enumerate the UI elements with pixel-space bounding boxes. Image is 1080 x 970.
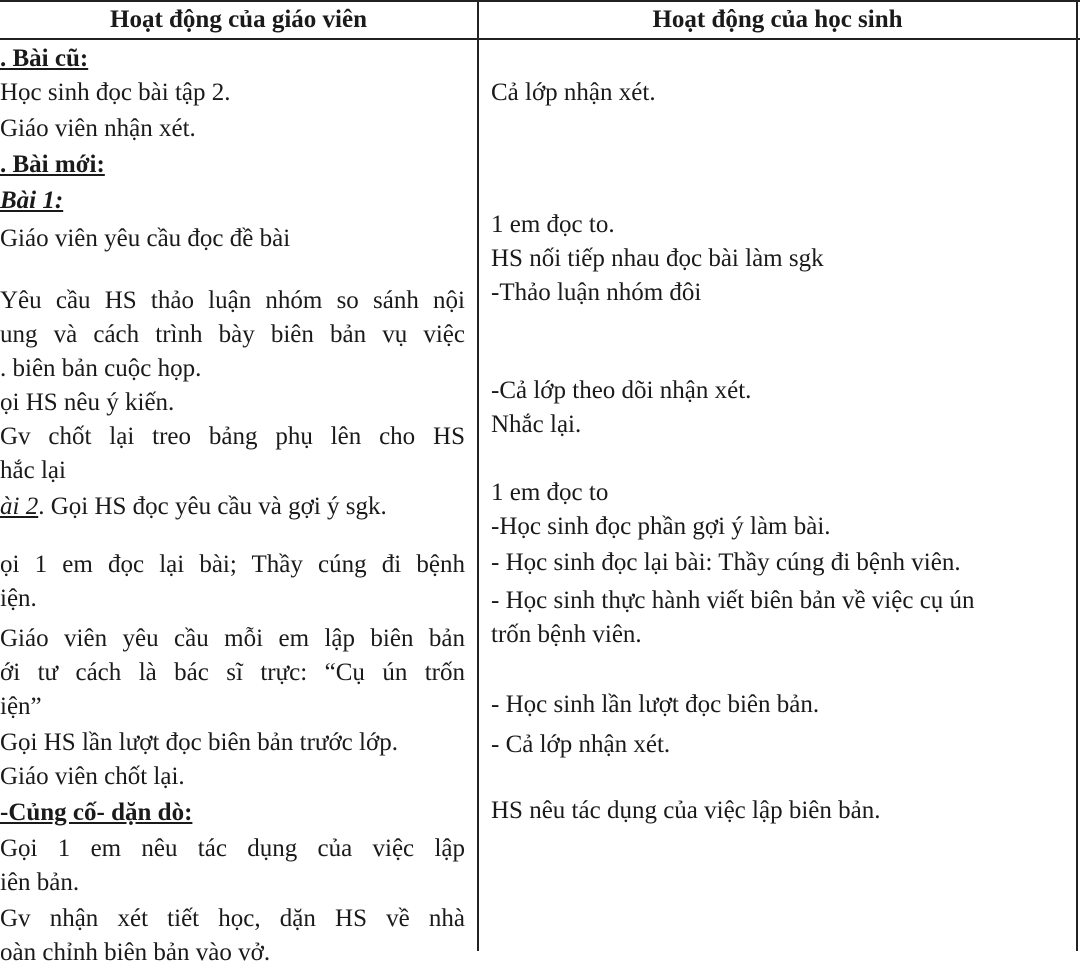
- teacher-line-16: ới tư cách là bác sĩ trực: “Cụ ún trốn: [0, 659, 465, 686]
- student-line-3: -Thảo luận nhóm đôi: [491, 279, 702, 306]
- student-line-7: -Học sinh đọc phần gợi ý làm bài.: [491, 513, 831, 540]
- student-line-1: 1 em đọc to.: [491, 211, 615, 238]
- teacher-line-0: . Bài cũ:: [0, 45, 89, 72]
- teacher-line-12-label: ài 2: [0, 493, 39, 520]
- header-teacher: Hoạt động của giáo viên: [110, 6, 367, 33]
- student-line-4: -Cả lớp theo dõi nhận xét.: [491, 377, 752, 404]
- teacher-line-2: Giáo viên nhận xét.: [0, 115, 196, 142]
- student-line-10: trốn bệnh viên.: [491, 621, 642, 648]
- student-line-13: HS nêu tác dụng của việc lập biên bản.: [491, 797, 881, 824]
- teacher-line-23: Gv nhận xét tiết học, dặn HS về nhà: [0, 905, 465, 932]
- student-line-0: Cả lớp nhận xét.: [491, 79, 656, 106]
- teacher-line-3: . Bài mới:: [0, 151, 105, 178]
- teacher-line-9: ọi HS nêu ý kiến.: [0, 389, 175, 416]
- teacher-line-4: Bài 1:: [0, 187, 64, 214]
- header-student: Hoạt động của học sinh: [652, 6, 903, 33]
- student-line-5: Nhắc lại.: [491, 411, 582, 438]
- teacher-line-7: ung và cách trình bày biên bản vụ việc: [0, 321, 465, 348]
- teacher-line-17: iện”: [0, 693, 42, 720]
- student-line-12: - Cả lớp nhận xét.: [491, 731, 671, 758]
- student-column: [491, 42, 1080, 951]
- teacher-line-13: ọi 1 em đọc lại bài; Thầy cúng đi bệnh: [0, 551, 465, 578]
- teacher-line-12: [0, 490, 465, 524]
- teacher-line-10: Gv chốt lại treo bảng phụ lên cho HS: [0, 423, 465, 450]
- teacher-line-24: oàn chỉnh biên bản vào vở.: [0, 939, 271, 966]
- teacher-line-19: Giáo viên chốt lại.: [0, 763, 185, 790]
- teacher-line-14: iện.: [0, 585, 37, 612]
- student-line-8: - Học sinh đọc lại bài: Thầy cúng đi bệnh viên.: [491, 549, 961, 576]
- teacher-line-8: . biên bản cuộc họp.: [0, 355, 202, 382]
- header-divider: [0, 38, 1080, 40]
- teacher-line-6: Yêu cầu HS thảo luận nhóm so sánh nội: [0, 287, 465, 314]
- teacher-line-12-text: . Gọi HS đọc yêu cầu và gợi ý sgk.: [38, 493, 387, 520]
- teacher-line-11: hắc lại: [0, 457, 66, 484]
- student-line-11: - Học sinh lần lượt đọc biên bản.: [491, 691, 820, 718]
- teacher-line-20: -Củng cố- dặn dò:: [0, 799, 193, 826]
- teacher-line-22: iên bản.: [0, 869, 80, 896]
- teacher-line-5: Giáo viên yêu cầu đọc đề bài: [0, 225, 291, 252]
- teacher-column: [0, 42, 471, 966]
- column-divider: [477, 0, 479, 951]
- student-line-2: HS nối tiếp nhau đọc bài làm sgk: [491, 245, 824, 272]
- teacher-line-21: Gọi 1 em nêu tác dụng của việc lập: [0, 835, 465, 862]
- teacher-line-1: Học sinh đọc bài tập 2.: [0, 79, 231, 106]
- teacher-line-18: Gọi HS lần lượt đọc biên bản trước lớp.: [0, 729, 398, 756]
- student-line-6: 1 em đọc to: [491, 479, 609, 506]
- teacher-line-15: Giáo viên yêu cầu mỗi em lập biên bản: [0, 625, 465, 652]
- student-line-9: - Học sinh thực hành viết biên bản về việc cụ ún: [491, 587, 975, 614]
